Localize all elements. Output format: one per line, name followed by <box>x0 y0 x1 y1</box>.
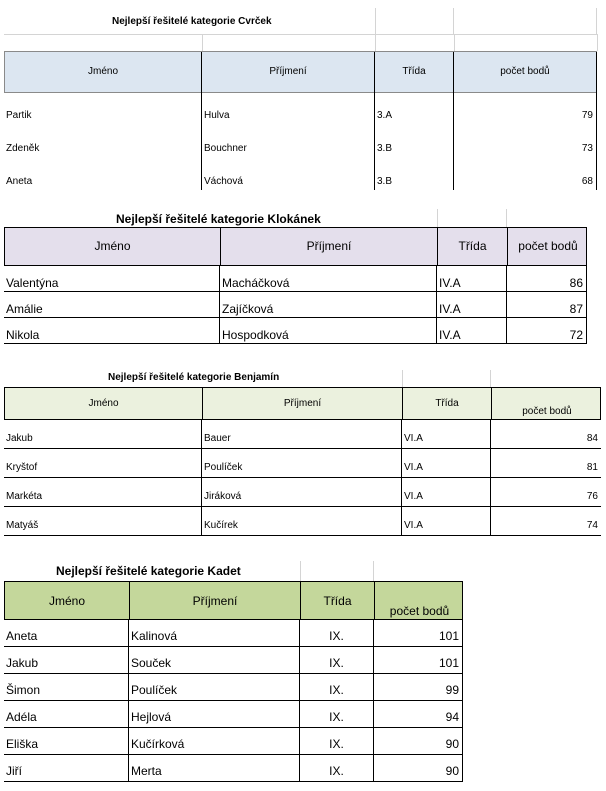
first-name-cell: Valentýna <box>4 266 220 291</box>
class-cell: VI.A <box>402 478 491 506</box>
points-cell: 101 <box>374 647 463 673</box>
points-cell: 99 <box>374 674 463 700</box>
points-cell: 90 <box>374 728 463 754</box>
table-header <box>4 51 597 93</box>
table-row <box>4 449 601 478</box>
first-name-cell: Jiří <box>4 755 129 781</box>
last-name-cell: Jiráková <box>202 478 402 506</box>
first-name-cell: Aneta <box>4 620 129 646</box>
class-cell: VI.A <box>402 449 491 477</box>
empty-cell <box>402 370 491 387</box>
class-cell: IX. <box>300 647 374 673</box>
first-name-cell: Markéta <box>4 478 202 506</box>
header-points: počet bodů <box>518 239 578 253</box>
table-header <box>4 227 587 266</box>
empty-cell <box>437 209 507 227</box>
table-row <box>4 647 463 674</box>
class-cell: IX. <box>300 701 374 727</box>
last-name-cell: Macháčková <box>220 266 437 291</box>
last-name-cell: Bouchner <box>202 124 375 157</box>
class-cell: IX. <box>300 755 374 781</box>
first-name-cell: Eliška <box>4 728 129 754</box>
empty-cell <box>375 8 454 34</box>
table-title: Nejlepší řešitelé kategorie Benjamín <box>108 372 280 383</box>
points-cell: 73 <box>454 124 597 157</box>
class-cell: 3.B <box>375 124 454 157</box>
table-row <box>4 755 463 782</box>
header-first-name: Jméno <box>5 582 130 619</box>
points-cell: 90 <box>374 755 463 781</box>
table-title: Nejlepší řešitelé kategorie Klokánek <box>116 212 321 226</box>
first-name-cell: Adéla <box>4 701 129 727</box>
table-row <box>4 620 463 647</box>
class-cell: VI.A <box>402 507 491 535</box>
empty-cell <box>300 561 374 581</box>
points-cell: 94 <box>374 701 463 727</box>
table-klokanek <box>4 209 587 344</box>
last-name-cell: Bauer <box>202 420 402 448</box>
last-name-cell: Kučírková <box>129 728 300 754</box>
table-header <box>4 387 601 420</box>
table-row <box>4 728 463 755</box>
table-row <box>4 701 463 728</box>
last-name-cell: Hulva <box>202 91 375 124</box>
table-row <box>4 266 587 292</box>
last-name-cell: Hospodková <box>220 318 437 343</box>
table-row <box>4 478 601 507</box>
points-cell: 79 <box>454 91 597 124</box>
last-name-cell: Merta <box>129 755 300 781</box>
table-benjamin <box>4 370 601 537</box>
points-cell: 101 <box>374 620 463 646</box>
last-name-cell: Kučírek <box>202 507 402 535</box>
first-name-cell: Šimon <box>4 674 129 700</box>
header-last-name: Příjmení <box>221 228 438 265</box>
first-name-cell: Amálie <box>4 292 220 317</box>
first-name-cell: Jakub <box>4 647 129 673</box>
spacer-row <box>4 34 597 51</box>
class-cell: 3.A <box>375 91 454 124</box>
class-cell: IX. <box>300 620 374 646</box>
last-name-cell: Kalinová <box>129 620 300 646</box>
last-name-cell: Poulíček <box>202 449 402 477</box>
class-cell: 3.B <box>375 157 454 190</box>
last-name-cell: Zajíčková <box>220 292 437 317</box>
points-cell: 86 <box>507 266 587 291</box>
first-name-cell: Kryštof <box>4 449 202 477</box>
table-row <box>4 157 597 190</box>
header-first-name: Jméno <box>5 228 221 265</box>
header-points: počet bodů <box>389 604 450 618</box>
last-name-cell: Poulíček <box>129 674 300 700</box>
first-name-cell: Aneta <box>4 157 202 190</box>
header-first-name: Jméno <box>4 52 202 92</box>
table-row <box>4 124 597 157</box>
table-title: Nejlepší řešitelé kategorie Kadet <box>56 564 241 578</box>
table-row <box>4 674 463 701</box>
table-title-row <box>4 209 587 227</box>
class-cell: VI.A <box>402 420 491 448</box>
class-cell: IV.A <box>437 318 507 343</box>
header-points: počet bodů <box>454 52 597 92</box>
header-class: Třída <box>301 582 375 619</box>
last-name-cell: Souček <box>129 647 300 673</box>
class-cell: IV.A <box>437 292 507 317</box>
table-cvrcek <box>4 8 597 185</box>
points-cell: 87 <box>507 292 587 317</box>
first-name-cell: Jakub <box>4 420 202 448</box>
table-header <box>4 581 463 620</box>
table-row <box>4 91 597 124</box>
header-last-name: Příjmení <box>202 52 375 92</box>
header-class: Třída <box>438 228 508 265</box>
points-cell: 76 <box>586 491 598 502</box>
table-title: Nejlepší řešitelé kategorie Cvrček <box>112 16 272 27</box>
table-row <box>4 420 601 449</box>
empty-cell <box>454 8 597 34</box>
points-cell: 74 <box>586 520 598 531</box>
class-cell: IX. <box>300 728 374 754</box>
class-cell: IV.A <box>437 266 507 291</box>
points-cell: 81 <box>586 462 598 473</box>
last-name-cell: Hejlová <box>129 701 300 727</box>
header-last-name: Příjmení <box>130 582 301 619</box>
first-name-cell: Partik <box>4 91 202 124</box>
table-title-row <box>4 370 601 387</box>
table-row <box>4 292 587 318</box>
header-last-name: Příjmení <box>203 388 403 419</box>
table-title-row <box>4 561 463 581</box>
table-row <box>4 318 587 344</box>
header-class: Třída <box>375 52 454 92</box>
points-cell: 68 <box>454 157 597 190</box>
first-name-cell: Zdeněk <box>4 124 202 157</box>
class-cell: IX. <box>300 674 374 700</box>
last-name-cell: Váchová <box>202 157 375 190</box>
table-title-row <box>4 8 597 34</box>
header-first-name: Jméno <box>5 388 203 419</box>
table-kadet <box>4 561 463 783</box>
points-cell: 72 <box>507 318 587 343</box>
header-points: počet bodů <box>522 406 572 417</box>
table-row <box>4 507 601 536</box>
header-class: Třída <box>403 388 492 419</box>
points-cell: 84 <box>586 433 598 444</box>
first-name-cell: Matyáš <box>4 507 202 535</box>
first-name-cell: Nikola <box>4 318 220 343</box>
